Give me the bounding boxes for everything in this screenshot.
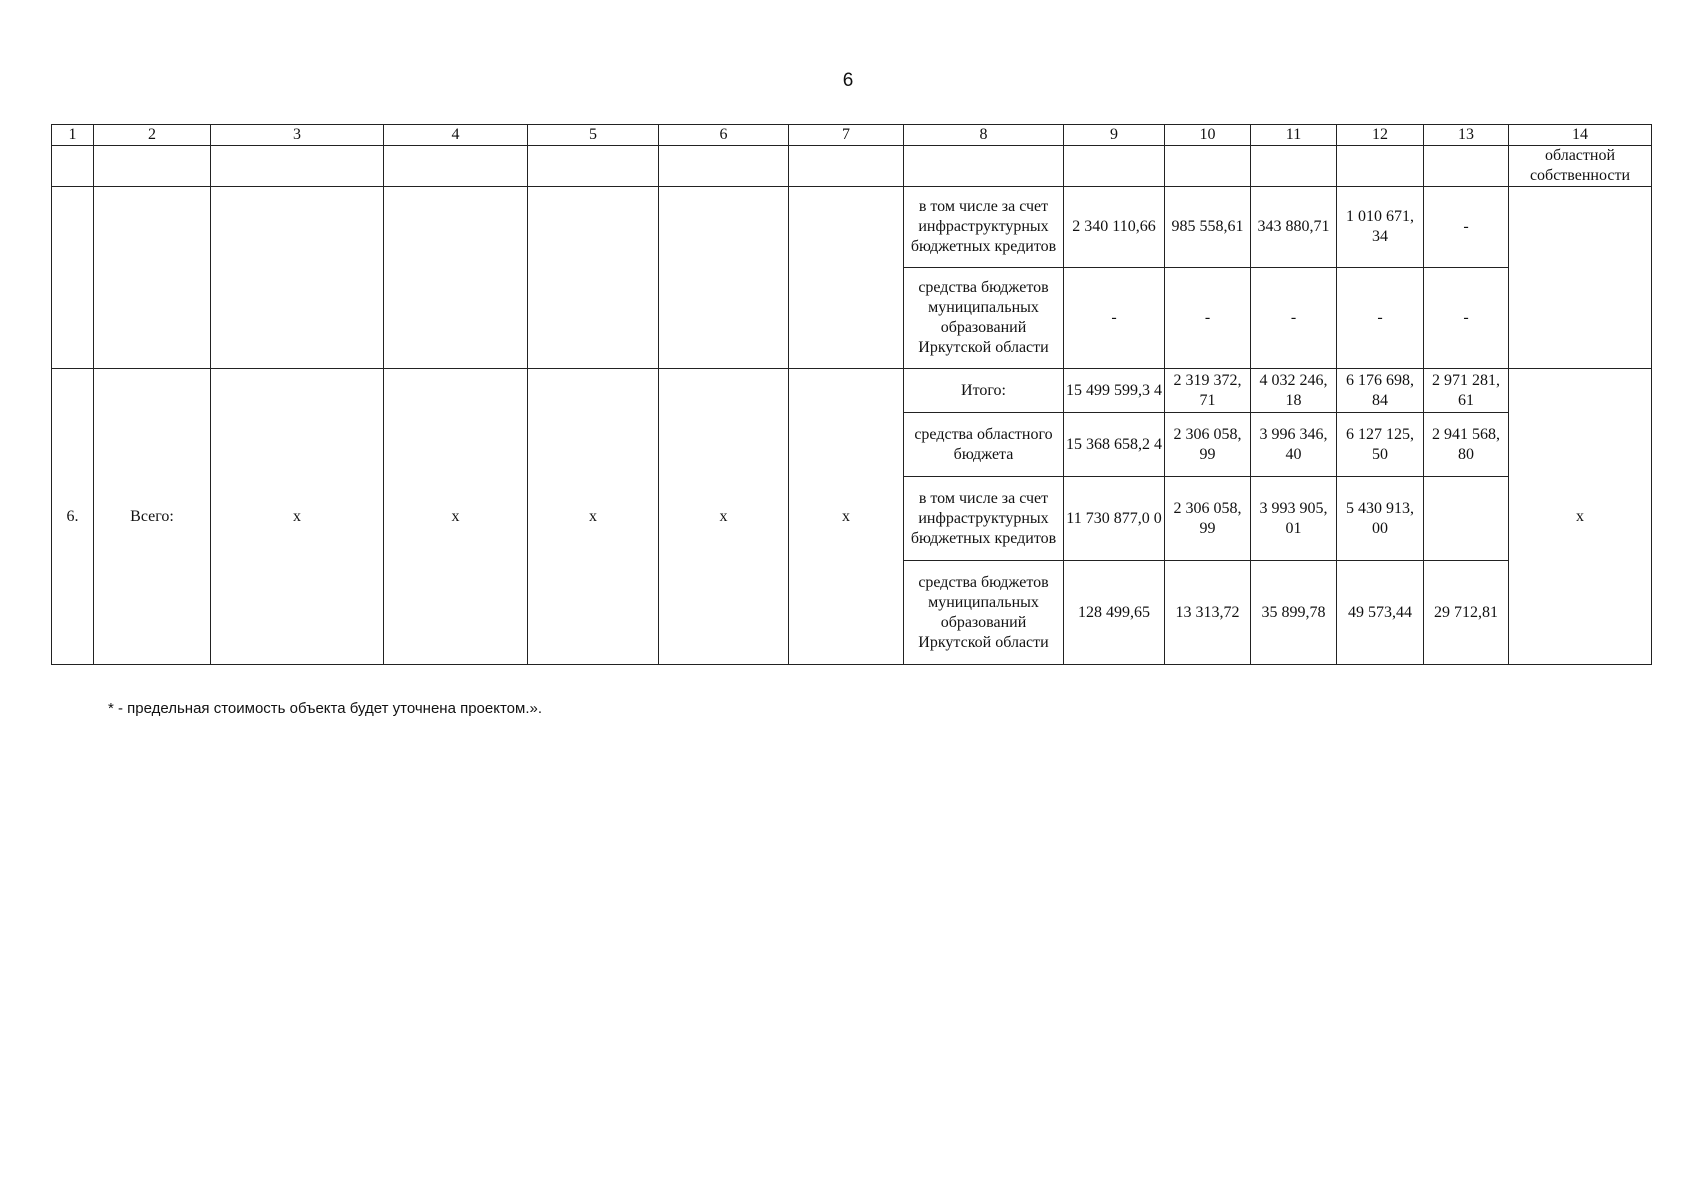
carryover-row [52, 146, 1652, 187]
col-header-11: 11 [1251, 125, 1337, 146]
total-row [52, 369, 1652, 413]
carryover-ownership: областной собственности [1509, 146, 1652, 187]
value-cell: 2 971 281, 61 [1424, 369, 1509, 413]
col-header-8: 8 [904, 125, 1064, 146]
row-number: 6. [52, 369, 94, 665]
value-cell: - [1064, 268, 1165, 369]
value-cell: 15 368 658,2 4 [1064, 413, 1165, 477]
value-cell: - [1337, 268, 1424, 369]
col-header-12: 12 [1337, 125, 1424, 146]
value-cell [1424, 477, 1509, 561]
value-cell: 13 313,72 [1165, 561, 1251, 665]
table-row [52, 187, 1652, 268]
budget-table [51, 124, 1652, 665]
regional-budget-label: средства областного бюджета [904, 413, 1064, 477]
value-cell: 3 996 346, 40 [1251, 413, 1337, 477]
value-cell: 2 306 058, 99 [1165, 413, 1251, 477]
col-header-5: 5 [528, 125, 659, 146]
value-cell: 49 573,44 [1337, 561, 1424, 665]
col-header-7: 7 [789, 125, 904, 146]
itogo-label: Итого: [904, 369, 1064, 413]
col-header-14: 14 [1509, 125, 1652, 146]
value-cell: 6 176 698, 84 [1337, 369, 1424, 413]
value-cell: - [1165, 268, 1251, 369]
col-header-6: 6 [659, 125, 789, 146]
col-header-10: 10 [1165, 125, 1251, 146]
municipal-budget-label: средства бюджетов муниципальных образований Иркутской области [904, 268, 1064, 369]
col-header-4: 4 [384, 125, 528, 146]
footnote: * - предельная стоимость объекта будет уточнена проектом.». [108, 700, 543, 717]
col-header-13: 13 [1424, 125, 1509, 146]
value-cell: 3 993 905, 01 [1251, 477, 1337, 561]
x-mark: х [1509, 369, 1652, 665]
infra-credit-label: в том числе за счет инфраструктурных бюджетных кредитов [904, 187, 1064, 268]
value-cell: 128 499,65 [1064, 561, 1165, 665]
col-header-9: 9 [1064, 125, 1165, 146]
col-header-1: 1 [52, 125, 94, 146]
x-mark: х [789, 369, 904, 665]
value-cell: 35 899,78 [1251, 561, 1337, 665]
value-cell: - [1251, 268, 1337, 369]
value-cell: 15 499 599,3 4 [1064, 369, 1165, 413]
value-cell: 11 730 877,0 0 [1064, 477, 1165, 561]
value-cell: 1 010 671, 34 [1337, 187, 1424, 268]
x-mark: х [211, 369, 384, 665]
value-cell: 2 340 110,66 [1064, 187, 1165, 268]
x-mark: х [528, 369, 659, 665]
col-header-2: 2 [94, 125, 211, 146]
total-label: Всего: [94, 369, 211, 665]
value-cell: 985 558,61 [1165, 187, 1251, 268]
x-mark: х [659, 369, 789, 665]
value-cell: 343 880,71 [1251, 187, 1337, 268]
column-number-row [52, 125, 1652, 146]
value-cell: 2 306 058, 99 [1165, 477, 1251, 561]
value-cell: 6 127 125, 50 [1337, 413, 1424, 477]
col-header-3: 3 [211, 125, 384, 146]
infra-credit-label: в том числе за счет инфраструктурных бюджетных кредитов [904, 477, 1064, 561]
value-cell: 2 319 372, 71 [1165, 369, 1251, 413]
value-cell: 4 032 246, 18 [1251, 369, 1337, 413]
value-cell: - [1424, 187, 1509, 268]
x-mark: х [384, 369, 528, 665]
value-cell: 5 430 913, 00 [1337, 477, 1424, 561]
value-cell: - [1424, 268, 1509, 369]
value-cell: 29 712,81 [1424, 561, 1509, 665]
value-cell: 2 941 568, 80 [1424, 413, 1509, 477]
municipal-budget-label: средства бюджетов муниципальных образований Иркутской области [904, 561, 1064, 665]
page-number: 6 [842, 70, 854, 91]
